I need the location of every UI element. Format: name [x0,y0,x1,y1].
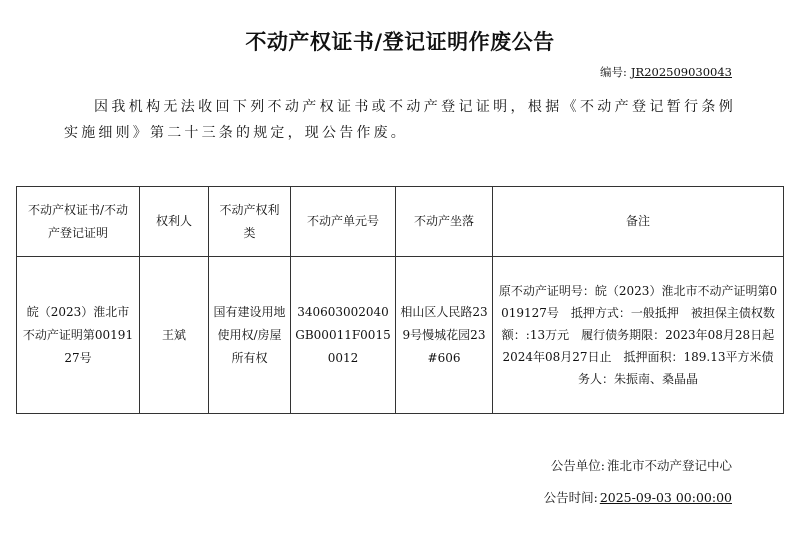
header-location: 不动产坐落 [396,187,493,257]
header-cert: 不动产权证书/不动产登记证明 [17,187,140,257]
serial-value: JR202509030043 [630,65,732,79]
time-label: 公告时间: [543,490,598,505]
announcement-time [544,488,732,506]
serial-number [600,64,732,80]
announcing-org [551,456,732,474]
cell-cert-no: 皖（2023）淮北市不动产证明第0019127号 [17,257,140,414]
serial-label: 编号: [600,65,627,79]
header-unit-no: 不动产单元号 [291,187,396,257]
cell-unit-no: 340603002040GB00011F00150012 [291,257,396,414]
org-label: 公告单位: [550,458,605,473]
page-title: 不动产权证书/登记证明作废公告 [245,30,555,54]
intro-paragraph: 因我机构无法收回下列不动产权证书或不动产登记证明，根据《不动产登记暂行条例实施细则》第二十三条的规定，现公告作废。 [64,99,736,141]
table-row [17,257,784,414]
header-right-type: 不动产权利类 [209,187,291,257]
notice-table [16,186,784,414]
table-header-row [17,187,784,257]
time-value: 2025-09-03 00:00:00 [599,490,732,505]
cell-right-type: 国有建设用地使用权/房屋所有权 [209,257,291,414]
cell-location: 相山区人民路239号慢城花园23#606 [396,257,493,414]
header-owner: 权利人 [140,187,209,257]
org-value: 淮北市不动产登记中心 [606,458,732,473]
cell-owner: 王斌 [140,257,209,414]
cell-remark: 原不动产证明号：皖（2023）淮北市不动产证明第0019127号 抵押方式：一般抵押 被担保主债权数额：:13万元 履行债务期限：2023年08月28日起2024年08月27日止 抵押面积：189.13平方米债务人：朱振南、桑晶晶 [493,257,784,414]
header-remark: 备注 [493,187,784,257]
